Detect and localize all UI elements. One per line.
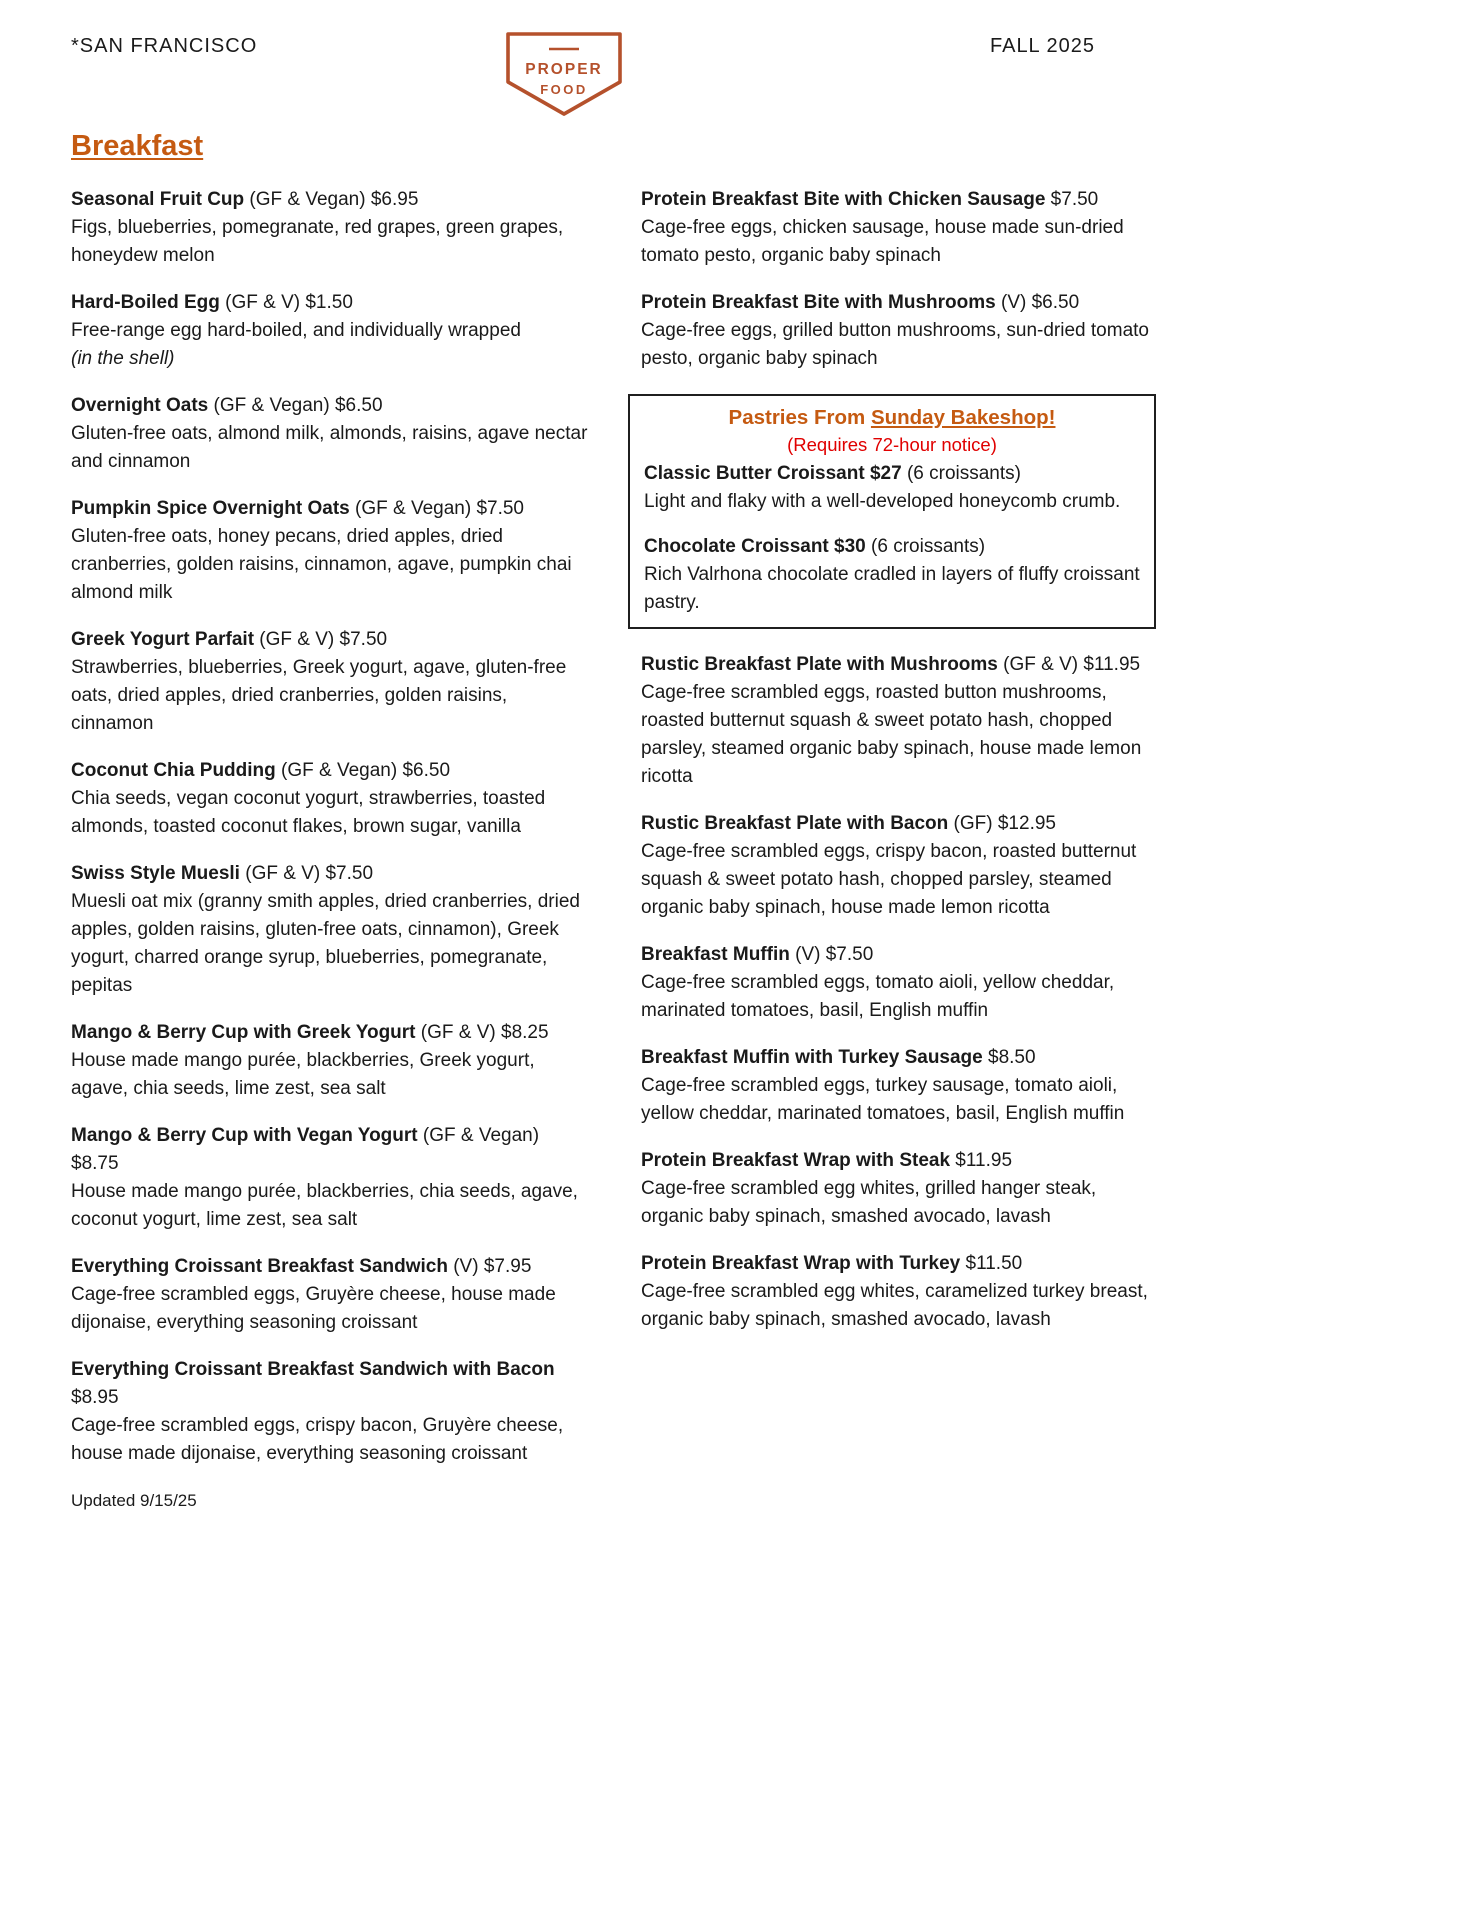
menu-item-description: Cage-free scrambled eggs, crispy bacon, roasted butternut squash & sweet potato hash, chopped parsley, steamed organic baby spinach, house made lemon ricotta xyxy=(641,841,1137,918)
menu-item-header xyxy=(71,860,591,888)
menu-item-header xyxy=(641,1147,1161,1175)
menu-item-name: Overnight Oats xyxy=(71,395,209,416)
menu-item-header xyxy=(71,1253,591,1281)
menu-item-name: Seasonal Fruit Cup xyxy=(71,189,245,210)
menu-item-name: Swiss Style Muesli xyxy=(71,863,240,884)
menu-item-description: Rich Valrhona chocolate cradled in layers of fluffy croissant pastry. xyxy=(644,564,1140,613)
menu-item-header xyxy=(71,392,591,420)
menu-item-header xyxy=(641,1250,1161,1278)
menu-item-name: Protein Breakfast Bite with Chicken Sausage xyxy=(641,189,1046,210)
right-column-bottom-items xyxy=(641,651,1161,1334)
menu-item xyxy=(644,460,1140,516)
pastry-box-items xyxy=(644,460,1140,617)
menu-item-header xyxy=(71,626,591,654)
menu-item-description: Strawberries, blueberries, Greek yogurt, agave, gluten-free oats, dried apples, dried cranberries, golden raisins, cinnamon xyxy=(71,657,567,734)
menu-item-header xyxy=(641,810,1161,838)
menu-item-meta: (GF & V) $11.95 xyxy=(997,654,1141,675)
menu-item-meta: (GF & V) $8.25 xyxy=(415,1022,549,1043)
menu-item-header xyxy=(644,533,1140,561)
menu-item-description: Figs, blueberries, pomegranate, red grapes, green grapes, honeydew melon xyxy=(71,217,564,266)
pastry-box xyxy=(628,394,1156,629)
menu-item-meta: (GF & V) $7.50 xyxy=(254,629,388,650)
menu-item-meta: (V) $7.50 xyxy=(789,944,874,965)
menu-item xyxy=(71,1019,591,1103)
menu-item xyxy=(641,186,1161,270)
menu-item-description: Chia seeds, vegan coconut yogurt, strawberries, toasted almonds, toasted coconut flakes, brown sugar, vanilla xyxy=(71,788,546,837)
menu-item-description: Cage-free scrambled eggs, Gruyère cheese, house made dijonaise, everything seasoning croissant xyxy=(71,1284,556,1333)
menu-item-description: Cage-free eggs, chicken sausage, house made sun-dried tomato pesto, organic baby spinach xyxy=(641,217,1124,266)
menu-item xyxy=(71,289,591,373)
menu-item-description: Cage-free eggs, grilled button mushrooms, sun-dried tomato pesto, organic baby spinach xyxy=(641,320,1149,369)
menu-item-name: Mango & Berry Cup with Greek Yogurt xyxy=(71,1022,416,1043)
menu-item-description: Gluten-free oats, almond milk, almonds, raisins, agave nectar and cinnamon xyxy=(71,423,588,472)
menu-item xyxy=(71,392,591,476)
menu-item-meta: $11.95 xyxy=(950,1150,1013,1171)
menu-item-header xyxy=(71,186,591,214)
menu-item-name: Protein Breakfast Wrap with Steak xyxy=(641,1150,951,1171)
menu-item-description-italic: (in the shell) xyxy=(71,348,175,369)
page-title: Breakfast xyxy=(71,130,204,162)
menu-item xyxy=(641,941,1161,1025)
menu-item-description: House made mango purée, blackberries, Greek yogurt, agave, chia seeds, lime zest, sea salt xyxy=(71,1050,535,1099)
menu-item xyxy=(641,1147,1161,1231)
menu-item-description: Muesli oat mix (granny smith apples, dried cranberries, dried apples, golden raisins, gluten-free oats, cinnamon), Greek yogurt, charred orange syrup, blueberries, pomegranate, pepitas xyxy=(71,891,580,996)
menu-item-meta: (V) $6.50 xyxy=(995,292,1080,313)
menu-item-header xyxy=(71,495,591,523)
menu-item-description: House made mango purée, blackberries, chia seeds, agave, coconut yogurt, lime zest, sea salt xyxy=(71,1181,578,1230)
menu-item-name: Breakfast Muffin with Turkey Sausage xyxy=(641,1047,983,1068)
menu-item xyxy=(71,495,591,607)
menu-item-header xyxy=(71,1122,591,1178)
menu-item xyxy=(641,810,1161,922)
menu-item xyxy=(71,860,591,1000)
menu-item-description: Cage-free scrambled egg whites, caramelized turkey breast, organic baby spinach, smashed avocado, lavash xyxy=(641,1281,1148,1330)
logo-badge xyxy=(503,30,625,118)
menu-item-description: Cage-free scrambled eggs, turkey sausage, tomato aioli, yellow cheddar, marinated tomatoes, basil, English muffin xyxy=(641,1075,1125,1124)
menu-item-header xyxy=(641,941,1161,969)
menu-item-meta: (GF & V) $1.50 xyxy=(219,292,353,313)
updated-date: Updated 9/15/25 xyxy=(71,1491,197,1510)
menu-item-meta: (GF & Vegan) $6.50 xyxy=(275,760,451,781)
menu-item xyxy=(641,1250,1161,1334)
menu-item-meta: (GF & Vegan) $8.75 xyxy=(71,1125,540,1174)
pastry-box-title-prefix: Pastries From xyxy=(728,406,871,429)
proper-food-logo xyxy=(503,30,625,127)
menu-item-name: Rustic Breakfast Plate with Bacon xyxy=(641,813,949,834)
menu-item-meta: (V) $7.95 xyxy=(447,1256,532,1277)
menu-item-meta: (6 croissants) xyxy=(865,536,986,557)
menu-item-header xyxy=(71,1356,591,1412)
menu-item-description: Free-range egg hard-boiled, and individually wrapped (in the shell) xyxy=(71,320,521,369)
menu-item xyxy=(641,651,1161,791)
menu-columns xyxy=(71,186,1161,1487)
season-label: FALL 2025 xyxy=(989,35,1095,57)
menu-item xyxy=(71,1253,591,1337)
right-column xyxy=(641,186,1161,1487)
menu-item-meta: (GF & V) $7.50 xyxy=(239,863,374,884)
menu-item-name: Pumpkin Spice Overnight Oats xyxy=(71,498,350,519)
menu-item xyxy=(71,1122,591,1234)
menu-item xyxy=(71,186,591,270)
menu-item-meta: $8.50 xyxy=(982,1047,1036,1068)
menu-item-description: Cage-free scrambled eggs, roasted button mushrooms, roasted butternut squash & sweet potato hash, chopped parsley, steamed organic baby spinach, house made lemon ricotta xyxy=(641,682,1142,787)
menu-item xyxy=(644,533,1140,617)
menu-item-name: Chocolate Croissant $30 xyxy=(644,536,866,557)
menu-item-description: Cage-free scrambled egg whites, grilled hanger steak, organic baby spinach, smashed avocado, lavash xyxy=(641,1178,1097,1227)
menu-item xyxy=(71,626,591,738)
menu-item xyxy=(71,757,591,841)
bakeshop-link[interactable]: Sunday Bakeshop! xyxy=(870,406,1056,429)
menu-item xyxy=(641,1044,1161,1128)
menu-item-description: Light and flaky with a well-developed honeycomb crumb. xyxy=(644,491,1121,512)
left-column xyxy=(71,186,591,1487)
menu-item-name: Protein Breakfast Wrap with Turkey xyxy=(641,1253,961,1274)
location-label: *SAN FRANCISCO xyxy=(71,35,258,57)
pastry-box-notice: (Requires 72-hour notice) xyxy=(787,434,997,455)
menu-item xyxy=(641,289,1161,373)
menu-item-name: Everything Croissant Breakfast Sandwich xyxy=(71,1256,448,1277)
menu-item-meta: (GF & Vegan) $6.95 xyxy=(244,189,419,210)
menu-item-name: Protein Breakfast Bite with Mushrooms xyxy=(641,292,996,313)
menu-item-meta: (6 croissants) xyxy=(901,463,1021,484)
menu-item-description: Cage-free scrambled eggs, tomato aioli, yellow cheddar, marinated tomatoes, basil, English muffin xyxy=(641,972,1115,1021)
menu-item-header xyxy=(644,460,1140,488)
menu-item-header xyxy=(71,1019,591,1047)
menu-item-name: Rustic Breakfast Plate with Mushrooms xyxy=(641,654,998,675)
logo-text-food: FOOD xyxy=(540,82,588,97)
menu-item-header xyxy=(71,289,591,317)
menu-item xyxy=(71,1356,591,1468)
pastry-box-title xyxy=(644,404,1140,432)
menu-item-name: Classic Butter Croissant $27 xyxy=(644,463,902,484)
menu-item-header xyxy=(641,186,1161,214)
menu-item-name: Coconut Chia Pudding xyxy=(71,760,276,781)
menu-item-name: Mango & Berry Cup with Vegan Yogurt xyxy=(71,1125,418,1146)
menu-item-header xyxy=(641,1044,1161,1072)
menu-item-meta: $11.50 xyxy=(960,1253,1023,1274)
menu-item-description: Gluten-free oats, honey pecans, dried apples, dried cranberries, golden raisins, cinnamon, agave, pumpkin chai almond milk xyxy=(71,526,572,603)
menu-item-meta: (GF) $12.95 xyxy=(948,813,1056,834)
menu-item-header xyxy=(641,289,1161,317)
right-column-top-items xyxy=(641,186,1161,373)
menu-item-meta: $8.95 xyxy=(71,1387,119,1408)
logo-text-proper: PROPER xyxy=(525,61,603,78)
menu-item-description: Cage-free scrambled eggs, crispy bacon, Gruyère cheese, house made dijonaise, everything seasoning croissant xyxy=(71,1415,564,1464)
menu-item-meta: (GF & Vegan) $6.50 xyxy=(208,395,383,416)
menu-item-name: Everything Croissant Breakfast Sandwich with Bacon xyxy=(71,1359,555,1380)
menu-item-name: Hard-Boiled Egg xyxy=(71,292,220,313)
menu-item-name: Breakfast Muffin xyxy=(641,944,790,965)
menu-item-meta: $7.50 xyxy=(1045,189,1099,210)
menu-item-header xyxy=(641,651,1161,679)
menu-item-name: Greek Yogurt Parfait xyxy=(71,629,255,650)
left-column-items xyxy=(71,186,591,1468)
menu-item-meta: (GF & Vegan) $7.50 xyxy=(349,498,524,519)
menu-item-header xyxy=(71,757,591,785)
